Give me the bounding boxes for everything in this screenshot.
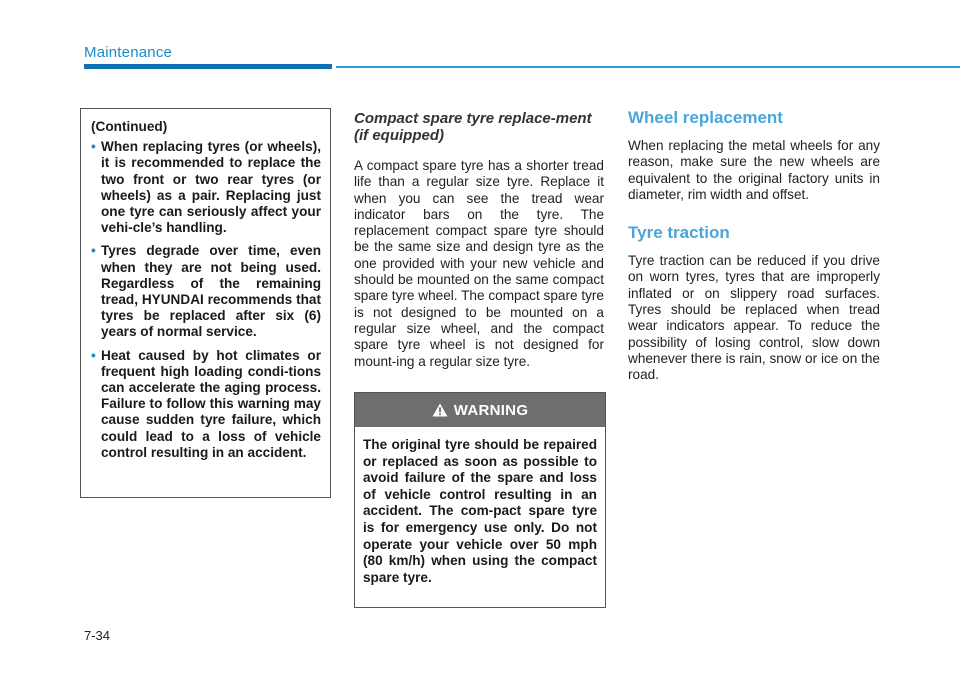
header-rule-light <box>336 66 960 68</box>
continued-caution-box <box>80 108 331 498</box>
list-item: • Heat caused by hot climates or frequent high loading condi-tions can accelerate the aging process. Failure to follow this warning may cause sudden tyre failure, which could lead to a loss of vehicle control resulting in an accident. <box>91 347 321 460</box>
bullet-icon: • <box>91 243 96 259</box>
page-number: 7-34 <box>84 628 111 643</box>
compact-spare-body: A compact spare tyre has a shorter tread life than a regular size tyre. Replace it when you can see the tread wear indicator bars on the tyre. The replacement compact spare tyre should be the same size and design tyre as the one provided with your new vehicle and should be mounted on the same compact spare tyre wheel. The compact spare tyre is not designed to be mounted on a regular size wheel, and the compact spare tyre wheel is not designed for mount-ing a regular size tyre. <box>354 158 604 369</box>
compact-spare-section <box>354 110 604 370</box>
right-column <box>628 108 880 404</box>
header-rule-dark <box>84 64 332 69</box>
caution-list <box>91 139 321 461</box>
bullet-icon: • <box>91 347 96 363</box>
compact-spare-heading: Compact spare tyre replace-ment (if equipped) <box>354 110 592 144</box>
warning-header <box>355 393 605 427</box>
tyre-traction-heading: Tyre traction <box>628 223 730 243</box>
section-title: Maintenance <box>84 44 173 61</box>
tyre-traction-body: Tyre traction can be reduced if you drive on worn tyres, tyres that are improperly inflated or on slippery road surfaces. Tyres should be replaced when tread wear indicators appear. To reduce the possibility of losing control, slow down whenever there is rain, snow or ice on the road. <box>628 253 880 383</box>
list-item: • Tyres degrade over time, even when they are not being used. Regardless of the remaining tread, HYUNDAI recommends that tyres be replaced after six (6) years of normal service. <box>91 243 321 340</box>
wheel-replacement-body: When replacing the metal wheels for any reason, make sure the new wheels are equivalent to the original factory units in diameter, rim width and offset. <box>628 138 880 202</box>
wheel-replacement-heading: Wheel replacement <box>628 108 783 127</box>
warning-triangle-icon <box>432 403 448 417</box>
list-item: • When replacing tyres (or wheels), it is recommended to replace the two front or two rear tyres (or wheels) as a pair. Replacing just one tyre can seriously affect your vehi-cle’s handling. <box>91 139 321 236</box>
continued-label: (Continued) <box>91 119 168 134</box>
warning-body: The original tyre should be repaired or replaced as soon as possible to avoid failure of the spare and loss of vehicle control resulting in an accident. The com-pact spare tyre is for emergency use only. Do not operate your vehicle over 50 mph (80 km/h) when using the compact spare tyre. <box>363 437 597 585</box>
warning-box <box>354 392 606 608</box>
bullet-icon: • <box>91 139 96 155</box>
warning-title: WARNING <box>453 401 529 419</box>
